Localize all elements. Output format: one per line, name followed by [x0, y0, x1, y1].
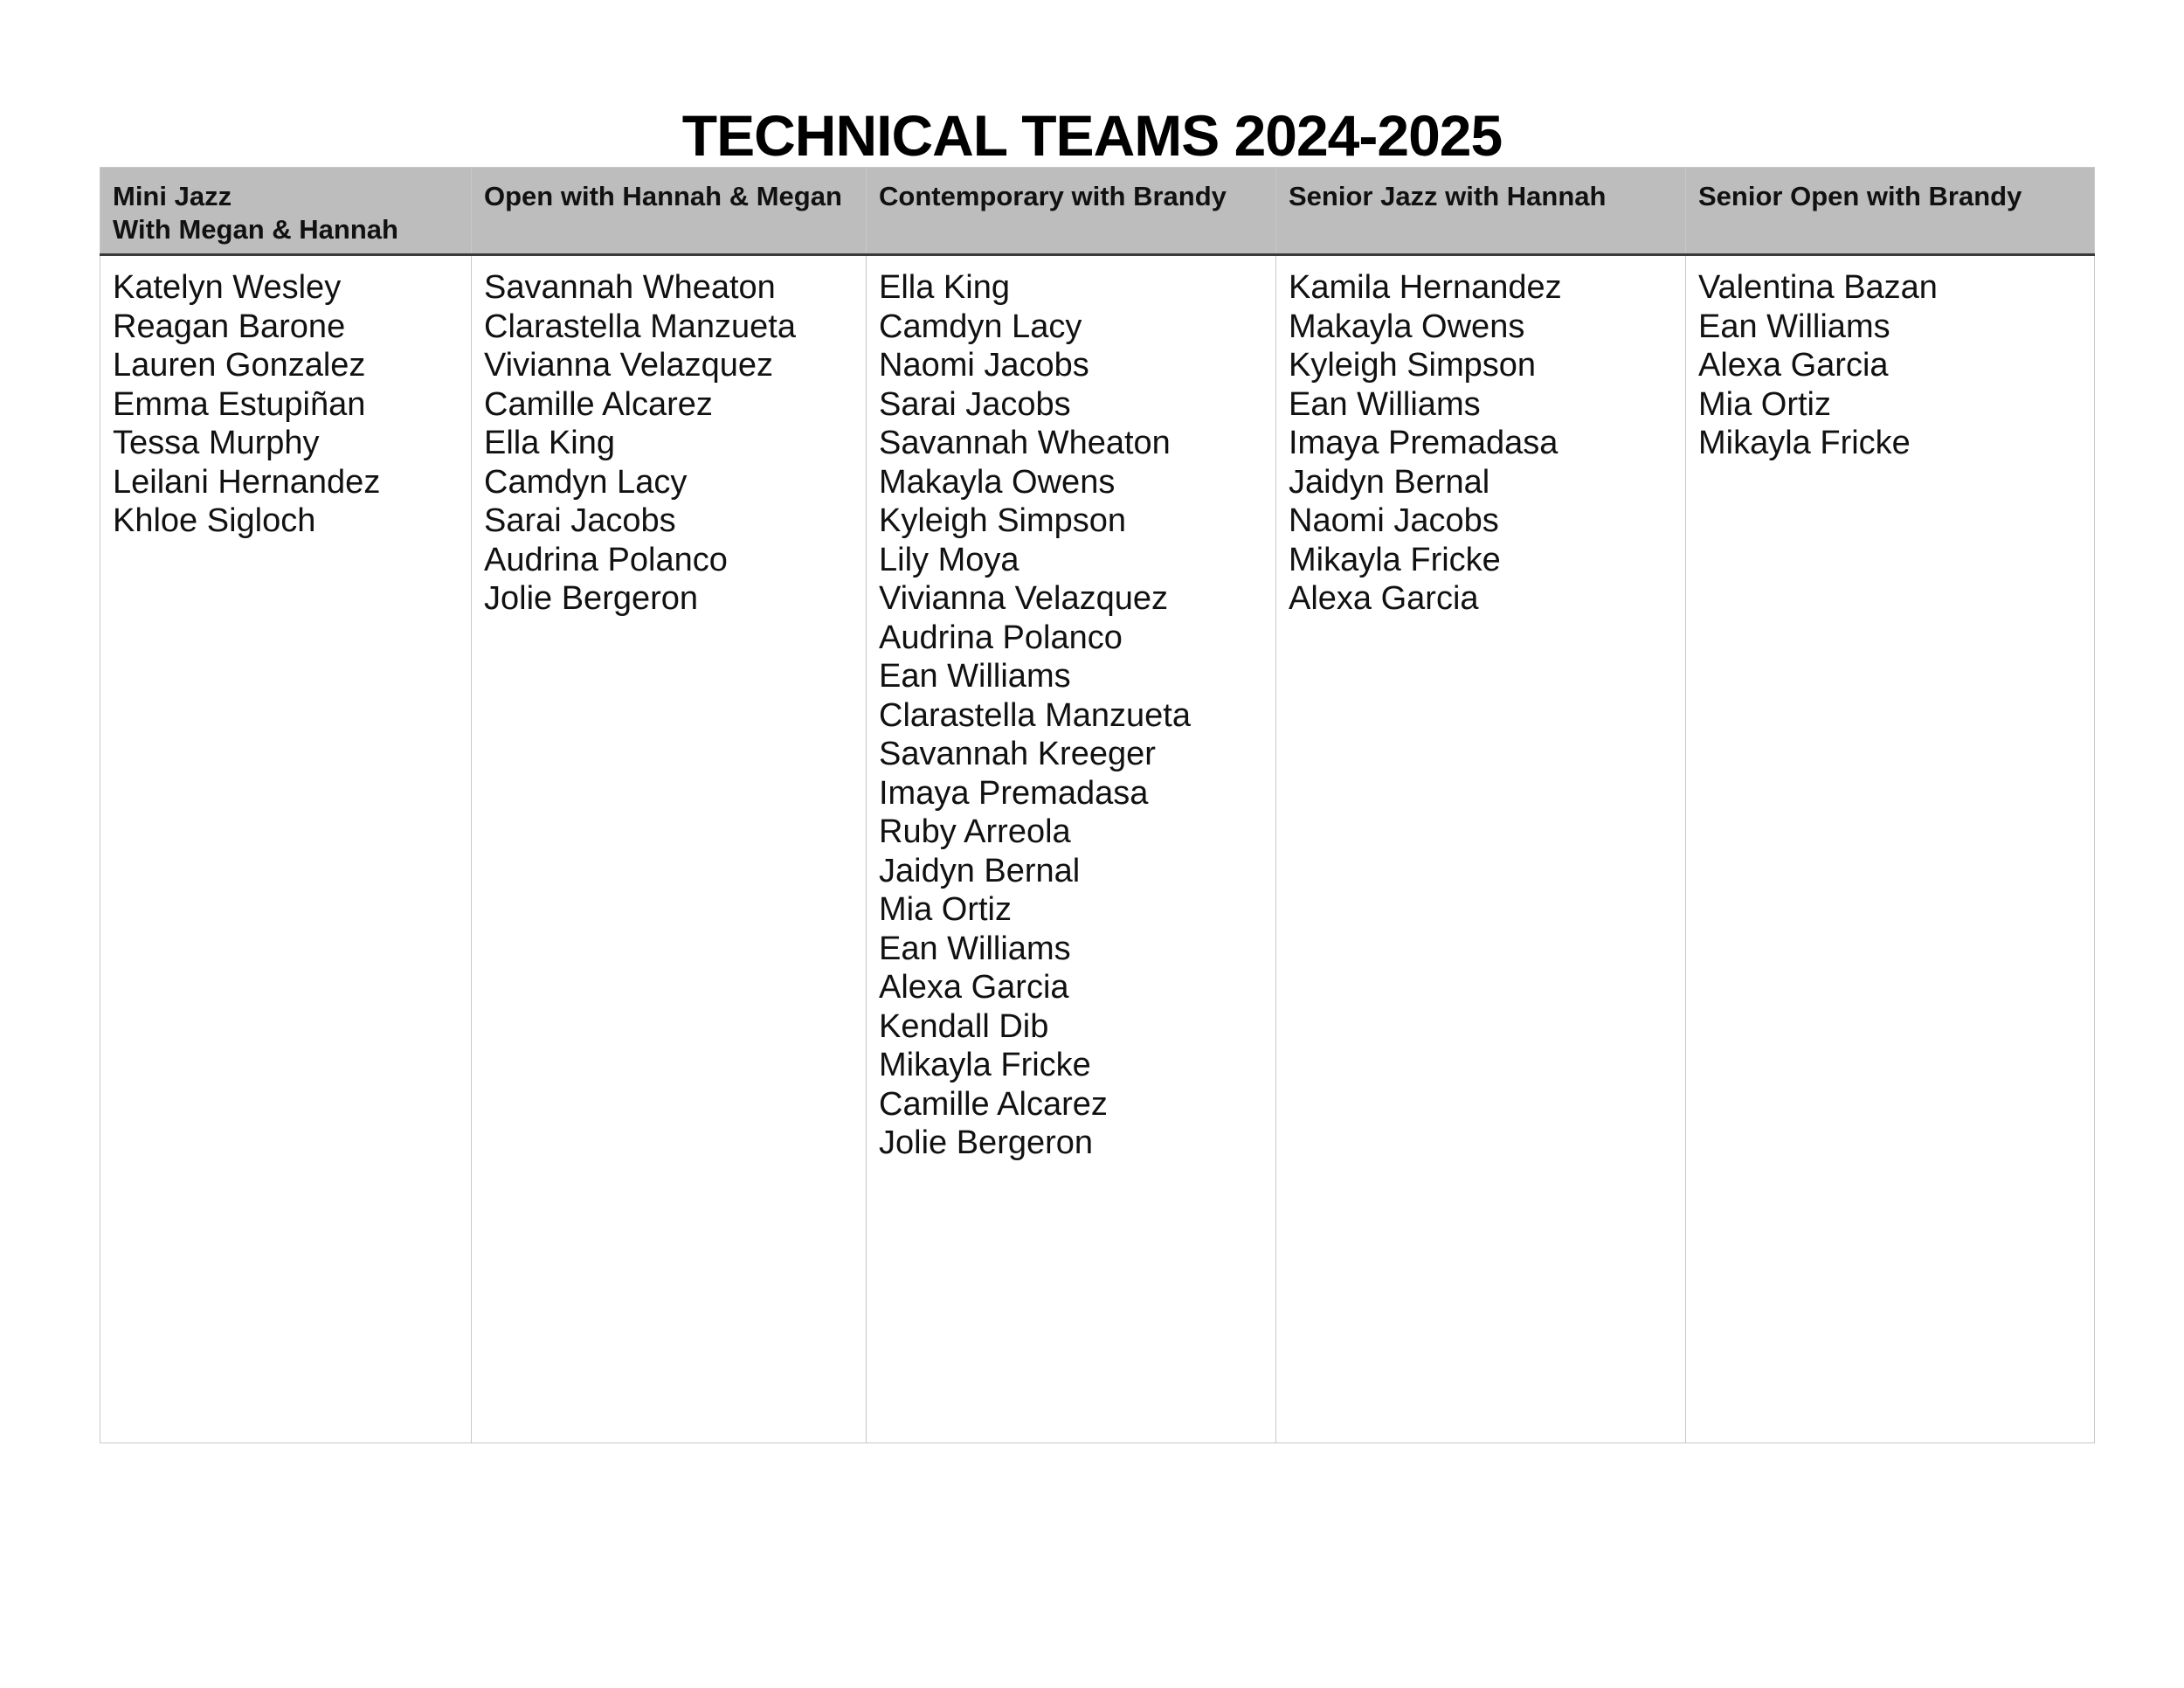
team-member-name: Khloe Sigloch — [113, 502, 316, 539]
team-header-line: Mini Jazz — [113, 181, 232, 211]
team-member-name: Mikayla Fricke — [1289, 541, 1501, 578]
roster-list — [113, 268, 459, 541]
team-member-name: Makayla Owens — [1289, 308, 1525, 345]
header-row — [100, 168, 2095, 255]
team-member-name: Vivianna Velazquez — [879, 580, 1168, 617]
team-member-name: Mikayla Fricke — [879, 1047, 1091, 1083]
team-member-name: Tessa Murphy — [113, 425, 320, 461]
team-member-name: Alexa Garcia — [1698, 347, 1889, 384]
team-member-name: Mia Ortiz — [879, 891, 1012, 928]
team-member-name: Makayla Owens — [879, 463, 1116, 501]
team-header-line: With Megan & Hannah — [113, 214, 398, 245]
team-member-name: Naomi Jacobs — [1289, 502, 1499, 539]
team-member-name: Kyleigh Simpson — [879, 502, 1127, 539]
team-member-name: Camdyn Lacy — [879, 308, 1082, 345]
team-member-name: Jaidyn Bernal — [879, 852, 1081, 889]
team-member-name: Ean Williams — [1698, 308, 1890, 345]
team-member-name: Ella King — [879, 269, 1010, 306]
team-member-name: Camdyn Lacy — [484, 463, 688, 501]
team-member-name: Sarai Jacobs — [484, 502, 676, 539]
team-header-line: Contemporary with Brandy — [879, 181, 1227, 211]
team-header-senior-jazz — [1276, 168, 1686, 255]
team-header-line: Senior Jazz with Hannah — [1289, 181, 1607, 211]
team-member-name: Mikayla Fricke — [1698, 425, 1911, 461]
team-member-name: Clarastella Manzueta — [484, 308, 796, 345]
team-member-name: Sarai Jacobs — [879, 385, 1071, 423]
team-member-name: Alexa Garcia — [1289, 580, 1479, 617]
team-member-name: Ella King — [484, 425, 615, 461]
team-member-name: Katelyn Wesley — [113, 269, 342, 306]
team-member-name: Imaya Premadasa — [1289, 425, 1559, 461]
team-member-name: Ean Williams — [1289, 385, 1481, 423]
team-member-name: Alexa Garcia — [879, 969, 1069, 1006]
team-member-name: Reagan Barone — [113, 308, 346, 345]
team-member-name: Kyleigh Simpson — [1289, 347, 1537, 384]
team-header-line: Open with Hannah & Megan — [484, 181, 842, 211]
team-member-name: Kamila Hernandez — [1289, 269, 1562, 306]
team-member-name: Vivianna Velazquez — [484, 347, 773, 384]
team-member-name: Savannah Wheaton — [484, 269, 776, 306]
team-member-name: Audrina Polanco — [879, 619, 1123, 656]
roster-list — [484, 268, 854, 619]
team-header-mini-jazz — [100, 168, 472, 255]
team-header-open — [472, 168, 867, 255]
team-header-line: Senior Open with Brandy — [1698, 181, 2022, 211]
roster-cell-senior-open — [1686, 255, 2095, 1443]
team-member-name: Ruby Arreola — [879, 813, 1071, 850]
team-member-name: Leilani Hernandez — [113, 463, 381, 501]
team-member-name: Lauren Gonzalez — [113, 347, 366, 384]
team-member-name: Jolie Bergeron — [484, 580, 699, 617]
team-member-name: Valentina Bazan — [1698, 269, 1938, 306]
team-member-name: Jaidyn Bernal — [1289, 463, 1490, 501]
team-member-name: Audrina Polanco — [484, 541, 728, 578]
roster-list — [1289, 268, 1673, 619]
team-member-name: Emma Estupiñan — [113, 385, 366, 423]
roster-cell-contemporary — [867, 255, 1276, 1443]
team-member-name: Camille Alcarez — [484, 385, 713, 423]
team-member-name: Ean Williams — [879, 658, 1071, 695]
team-member-name: Savannah Kreeger — [879, 736, 1156, 772]
team-header-senior-open — [1686, 168, 2095, 255]
roster-cell-mini-jazz — [100, 255, 472, 1443]
team-header-contemporary — [867, 168, 1276, 255]
team-member-name: Naomi Jacobs — [879, 347, 1089, 384]
team-member-name: Mia Ortiz — [1698, 385, 1831, 423]
team-member-name: Kendall Dib — [879, 1007, 1049, 1045]
team-member-name: Imaya Premadasa — [879, 774, 1149, 812]
page-title: TECHNICAL TEAMS 2024-2025 — [681, 103, 1503, 168]
teams-table — [100, 167, 2095, 1443]
team-member-name: Savannah Wheaton — [879, 425, 1171, 461]
roster-cell-senior-jazz — [1276, 255, 1686, 1443]
team-member-name: Jolie Bergeron — [879, 1124, 1094, 1161]
roster-cell-open — [472, 255, 867, 1443]
team-member-name: Lily Moya — [879, 541, 1019, 578]
roster-list — [879, 268, 1263, 1163]
roster-row — [100, 255, 2095, 1443]
roster-list — [1698, 268, 2082, 463]
team-member-name: Camille Alcarez — [879, 1085, 1108, 1123]
team-member-name: Clarastella Manzueta — [879, 696, 1191, 734]
team-member-name: Ean Williams — [879, 930, 1071, 967]
